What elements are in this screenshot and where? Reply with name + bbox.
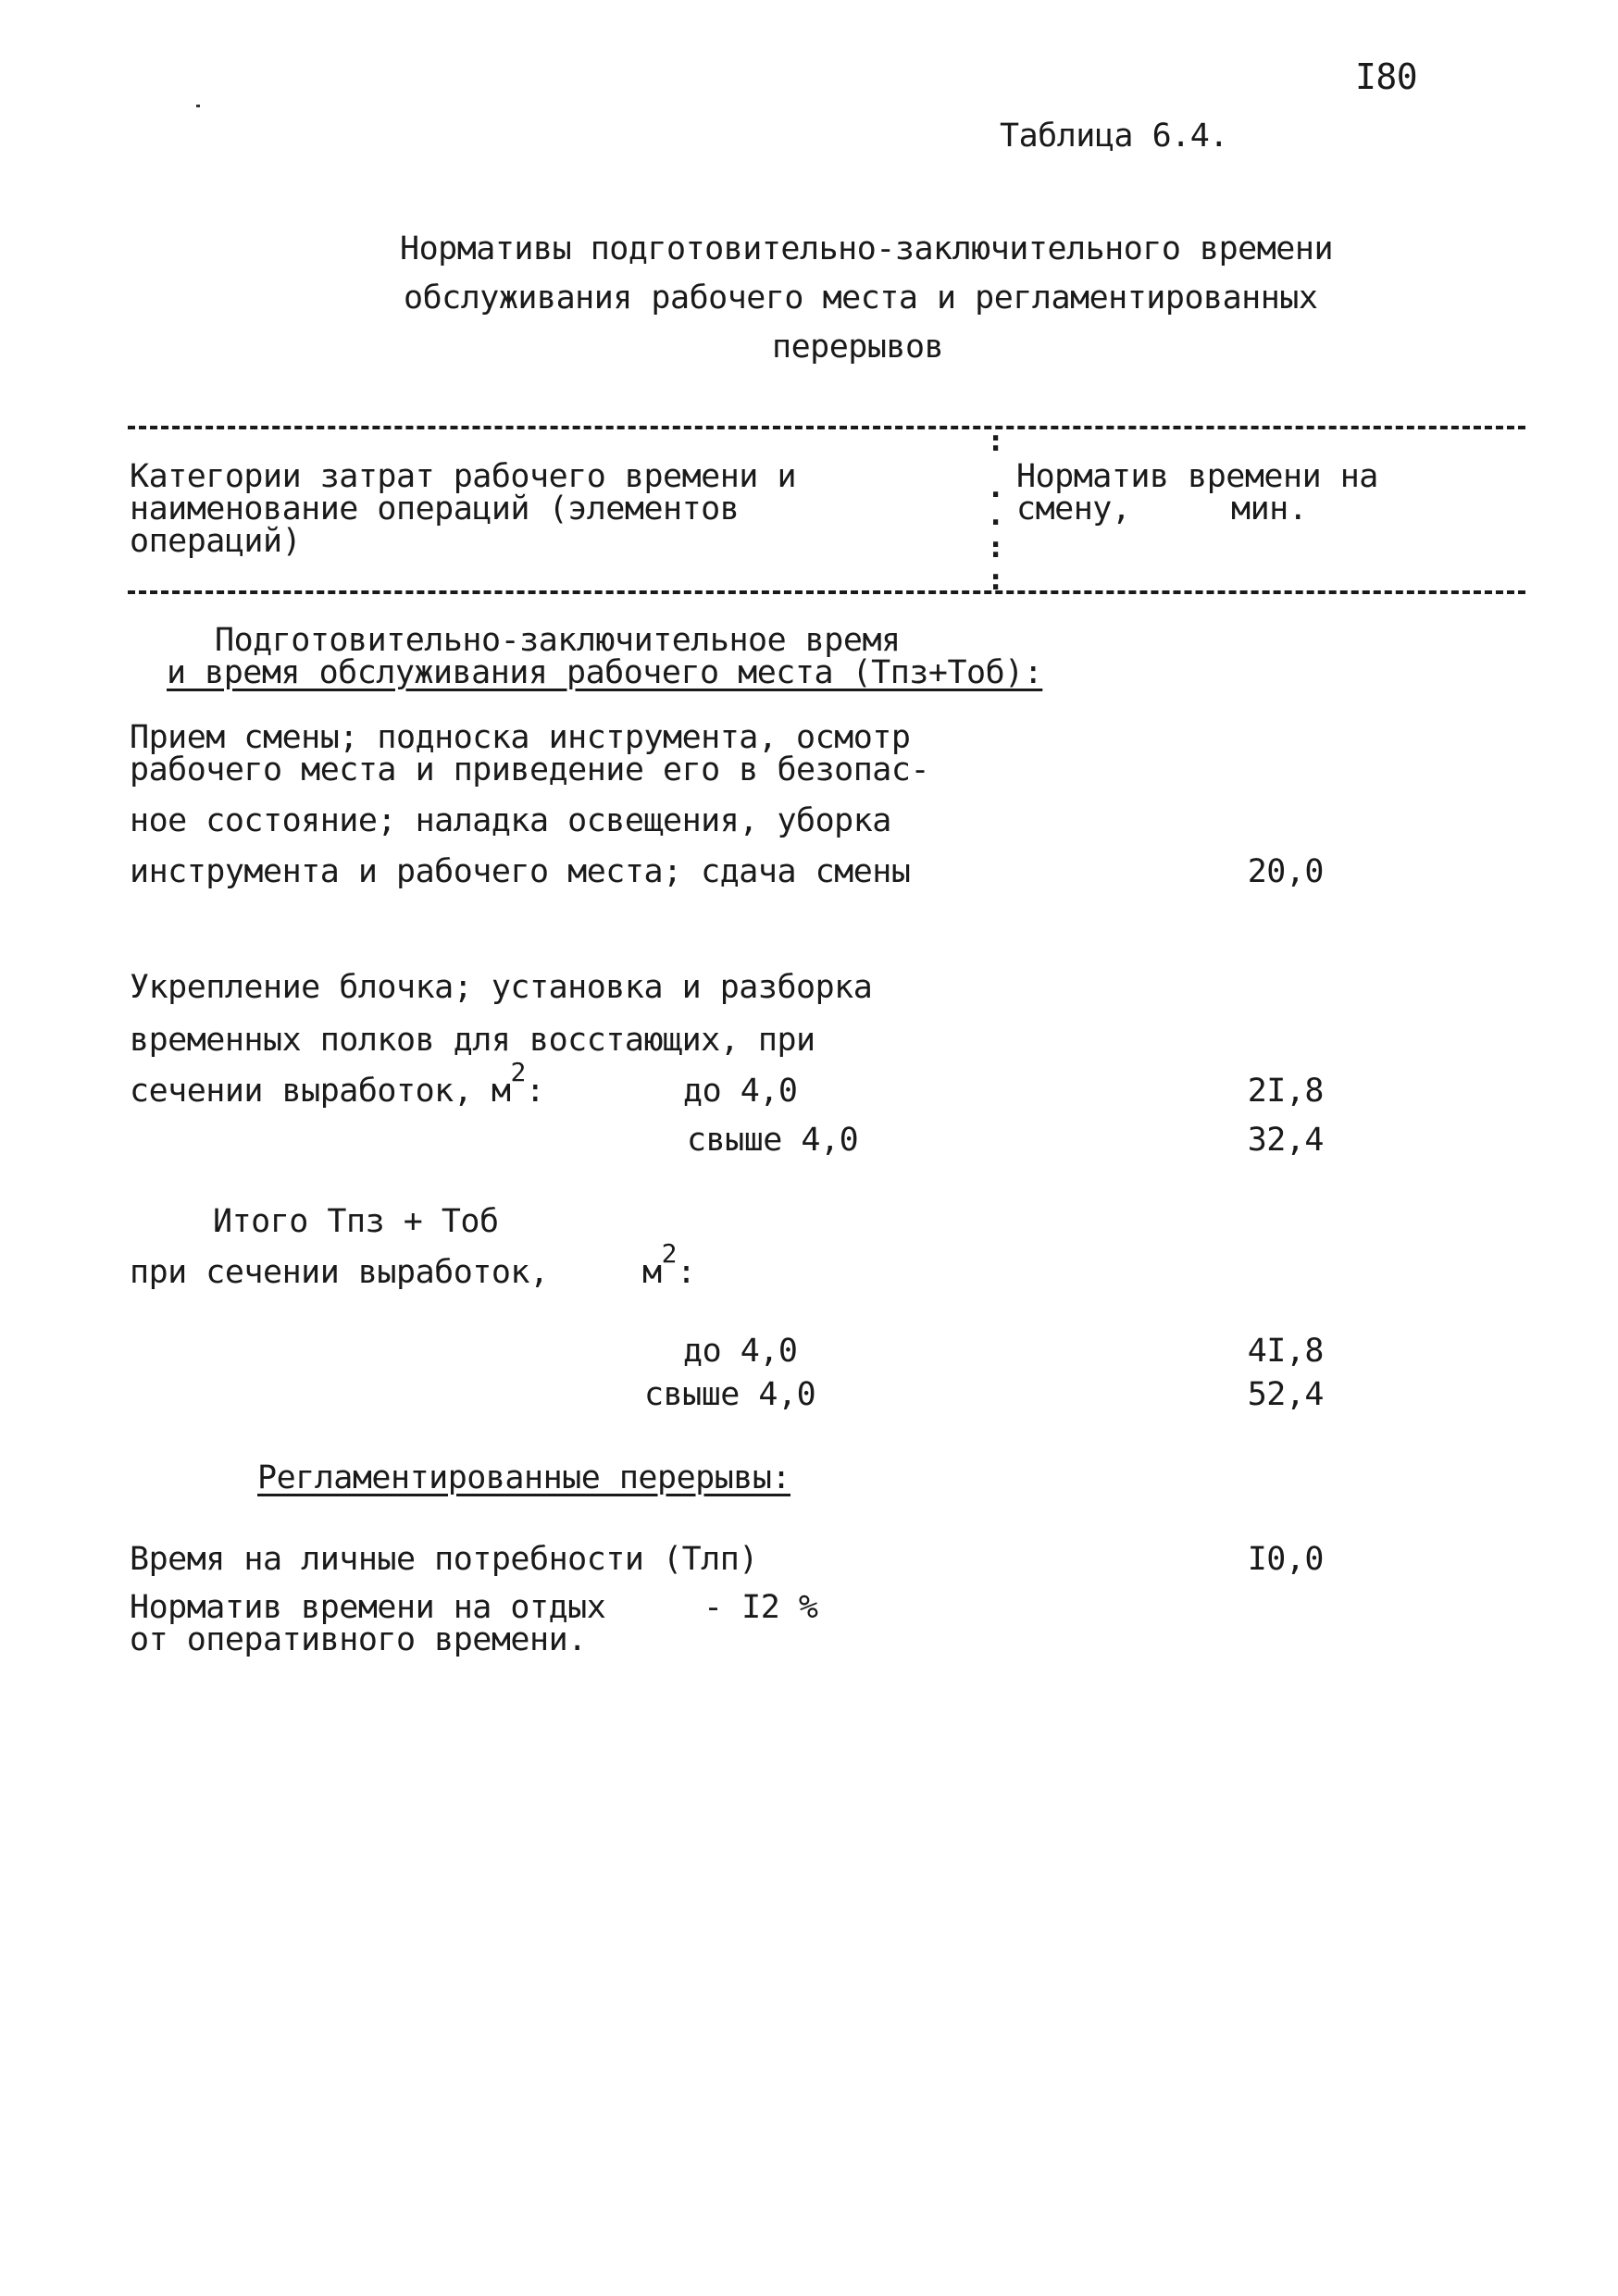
header-col2-line-1: Норматив времени на [1016, 458, 1378, 495]
item2-range-2: свыше 4,0 [687, 1122, 859, 1159]
column-separator: : [987, 529, 1005, 565]
header-top-rule [128, 426, 1525, 429]
column-separator: . [987, 469, 1005, 504]
header-col2-unit-a: смену, [1016, 490, 1131, 527]
total-line-1: Итого Тпз + Тоб [213, 1203, 499, 1240]
break-item2-value: - I2 % [703, 1589, 818, 1626]
header-col1-line-3: операций) [130, 523, 302, 560]
total-value-1: 4I,8 [1247, 1333, 1324, 1370]
header-col1-line-1: Категории затрат рабочего времени и [130, 458, 797, 495]
item2-range-1: до 4,0 [683, 1073, 798, 1110]
item1-line-2: рабочего места и приведение его в безопас- [130, 751, 930, 788]
title-line-1: Нормативы подготовительно-заключительного времени [400, 230, 1334, 267]
total-value-2: 52,4 [1247, 1376, 1324, 1413]
break-item2-line-1: Норматив времени на отдых [130, 1589, 606, 1626]
item2-line-1: Укрепление блочка; установка и разборка [130, 969, 873, 1006]
page-number: I80 [1355, 56, 1418, 97]
section2-heading: Регламентированные перерывы: [257, 1459, 791, 1496]
header-col2-unit-b: мин. [1231, 490, 1308, 527]
total-line-2: при сечении выработок, [130, 1254, 549, 1291]
item2-line-2: временных полков для восстающих, при [130, 1022, 815, 1059]
total-range-1: до 4,0 [683, 1333, 798, 1370]
item1-line-1: Прием смены; подноска инструмента, осмотр [130, 719, 911, 756]
total-range-2: свыше 4,0 [644, 1376, 816, 1413]
table-label: Таблица 6.4. [1000, 118, 1228, 155]
section1-heading-line-1: Подготовительно-заключительное время [215, 622, 901, 659]
total-unit: $м^2$: [642, 1238, 696, 1291]
scan-speck [196, 105, 200, 107]
break-item1-value: I0,0 [1247, 1541, 1324, 1578]
column-separator: : [987, 562, 1005, 597]
title-line-2: обслуживания рабочего места и регламентированных [404, 279, 1318, 316]
item1-line-4: инструмента и рабочего места; сдача смены [130, 853, 911, 890]
section1-heading-line-2: и время обслуживания рабочего места (Тпз+Тоб): [167, 654, 1043, 691]
item1-line-3: ное состояние; наладка освещения, уборка [130, 802, 891, 839]
break-item2-line-2: от оперативного времени. [130, 1621, 587, 1658]
column-separator: : [987, 423, 1005, 458]
header-col1-line-2: наименование операций (элементов [130, 490, 740, 527]
item2-value-2: 32,4 [1247, 1122, 1324, 1159]
title-line-3: перерывов [772, 329, 944, 366]
item2-value-1: 2I,8 [1247, 1073, 1324, 1110]
item2-line-3: сечении выработок, $м^2$: [130, 1057, 545, 1110]
column-separator: . [987, 497, 1005, 532]
item1-value: 20,0 [1247, 853, 1324, 890]
header-bottom-rule [128, 590, 1525, 594]
break-item1-label: Время на личные потребности (Тлп) [130, 1541, 758, 1578]
